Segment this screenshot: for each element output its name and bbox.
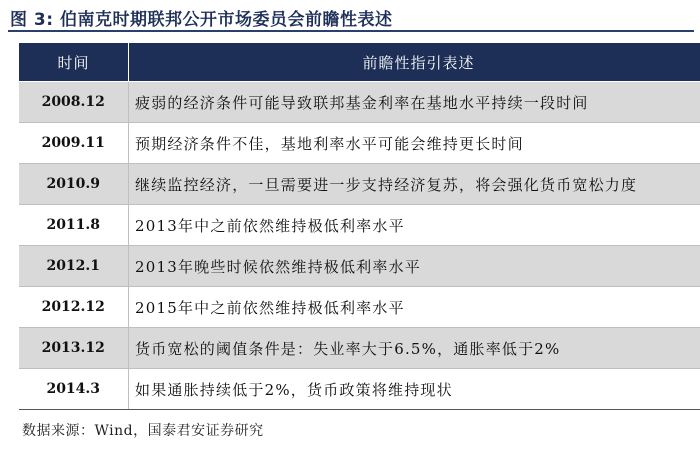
table-row xyxy=(19,328,700,369)
header-time: 时间 xyxy=(19,43,129,82)
figure-title: 图 3: 伯南克时期联邦公开市场委员会前瞻性表述 xyxy=(10,10,393,30)
table-row xyxy=(19,287,700,328)
header-guidance: 前瞻性指引表述 xyxy=(129,43,700,82)
guidance-table xyxy=(18,42,700,410)
table-row xyxy=(19,123,700,164)
row-text: 继续监控经济，一旦需要进一步支持经济复苏，将会强化货币宽松力度 xyxy=(129,164,700,205)
row-text: 2013年晚些时候依然维持极低利率水平 xyxy=(129,246,700,287)
row-date: 2012.12 xyxy=(19,287,129,328)
row-date: 2011.8 xyxy=(19,205,129,246)
row-date: 2012.1 xyxy=(19,246,129,287)
row-text: 货币宽松的阈值条件是：失业率大于6.5%，通胀率低于2% xyxy=(129,328,700,369)
table-header-row xyxy=(19,43,700,82)
row-date: 2008.12 xyxy=(19,82,129,123)
figure-title-bar xyxy=(8,2,694,32)
table-row xyxy=(19,246,700,287)
row-date: 2013.12 xyxy=(19,328,129,369)
table-row xyxy=(19,82,700,123)
data-source-note: 数据来源：Wind，国泰君安证券研究 xyxy=(22,423,264,439)
row-date: 2014.3 xyxy=(19,369,129,410)
row-text: 2015年中之前依然维持极低利率水平 xyxy=(129,287,700,328)
row-text: 如果通胀持续低于2%，货币政策将维持现状 xyxy=(129,369,700,410)
row-text: 2013年中之前依然维持极低利率水平 xyxy=(129,205,700,246)
table-container xyxy=(18,42,700,410)
table-row xyxy=(19,164,700,205)
row-text: 预期经济条件不佳，基地利率水平可能会维持更长时间 xyxy=(129,123,700,164)
row-date: 2009.11 xyxy=(19,123,129,164)
row-text: 疲弱的经济条件可能导致联邦基金利率在基地水平持续一段时间 xyxy=(129,82,700,123)
table-row xyxy=(19,369,700,410)
row-date: 2010.9 xyxy=(19,164,129,205)
table-row xyxy=(19,205,700,246)
